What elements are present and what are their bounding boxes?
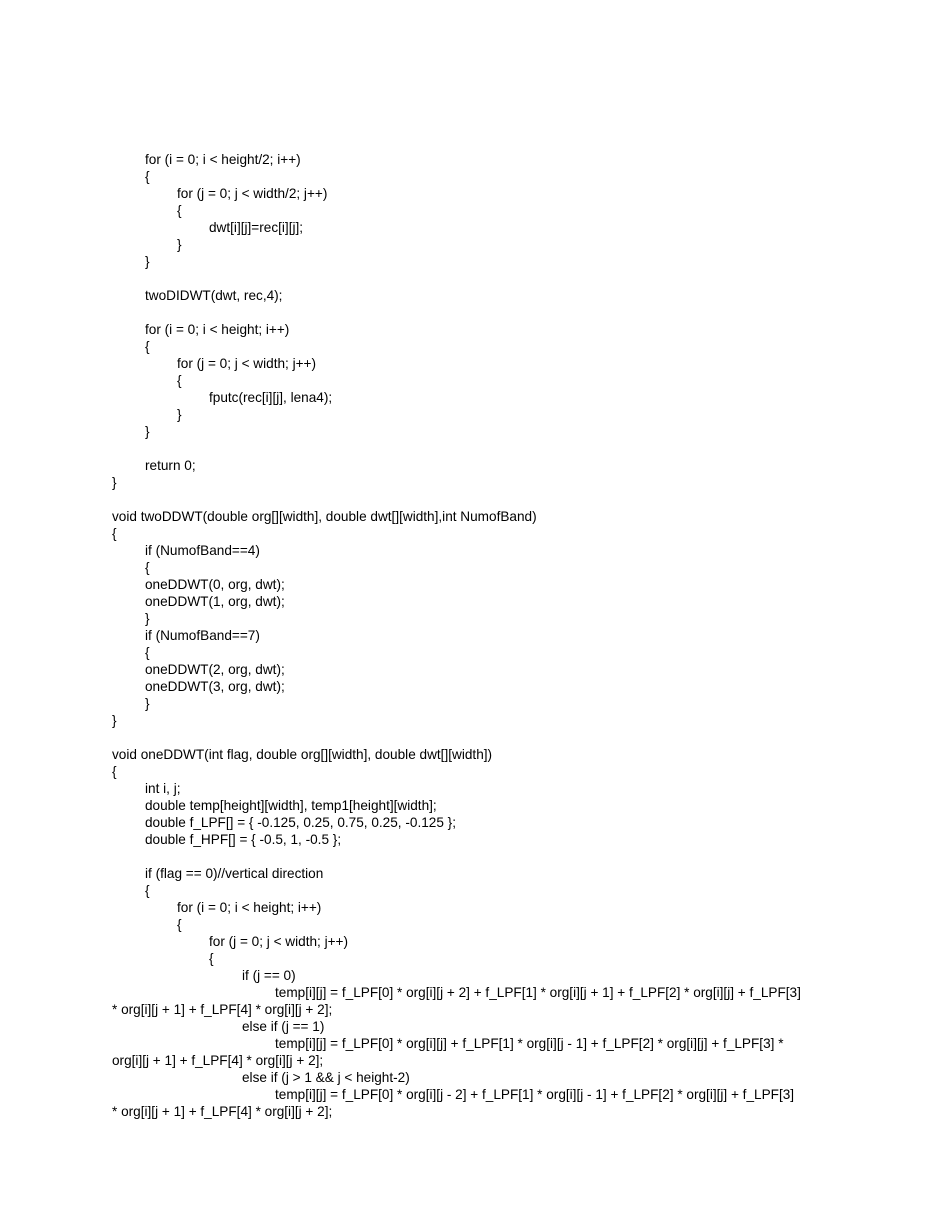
code-line: org[i][j + 1] + f_LPF[4] * org[i][j + 2]; bbox=[112, 1053, 324, 1068]
code-line: } bbox=[177, 407, 182, 422]
code-line: { bbox=[145, 645, 150, 660]
code-line: for (j = 0; j < width; j++) bbox=[209, 934, 349, 949]
code-line: { bbox=[112, 526, 117, 541]
code-line: if (flag == 0)//vertical direction bbox=[145, 866, 324, 881]
code-line: for (i = 0; i < height; i++) bbox=[145, 322, 290, 337]
code-line: for (i = 0; i < height/2; i++) bbox=[145, 152, 301, 167]
code-line: fputc(rec[i][j], lena4); bbox=[209, 390, 333, 405]
code-line: { bbox=[145, 339, 150, 354]
code-line: int i, j; bbox=[145, 781, 181, 796]
code-line: { bbox=[177, 203, 182, 218]
code-line: } bbox=[145, 611, 150, 626]
code-line: } bbox=[177, 237, 182, 252]
code-line: { bbox=[177, 373, 182, 388]
code-line: return 0; bbox=[145, 458, 196, 473]
code-line: { bbox=[145, 560, 150, 575]
code-line: twoDIDWT(dwt, rec,4); bbox=[145, 288, 283, 303]
code-line: else if (j == 1) bbox=[242, 1019, 325, 1034]
code-line: { bbox=[209, 951, 214, 966]
code-line: for (j = 0; j < width; j++) bbox=[177, 356, 317, 371]
code-line: { bbox=[145, 169, 150, 184]
code-line bbox=[112, 270, 852, 287]
code-line: temp[i][j] = f_LPF[0] * org[i][j + 2] + f_LPF[1] * org[i][j + 1] + f_LPF[2] * org[i][j] + f_LPF[3] bbox=[275, 985, 801, 1000]
code-line bbox=[112, 440, 852, 457]
code-line: { bbox=[145, 883, 150, 898]
code-line: oneDDWT(1, org, dwt); bbox=[145, 594, 285, 609]
code-line: else if (j > 1 && j < height-2) bbox=[242, 1070, 410, 1085]
code-line: temp[i][j] = f_LPF[0] * org[i][j] + f_LPF[1] * org[i][j - 1] + f_LPF[2] * org[i][j] + f_LPF[3] * bbox=[275, 1036, 784, 1051]
code-line: if (NumofBand==4) bbox=[145, 543, 260, 558]
code-line: { bbox=[112, 764, 117, 779]
code-line: for (i = 0; i < height; i++) bbox=[177, 900, 322, 915]
code-line: if (NumofBand==7) bbox=[145, 628, 260, 643]
code-line: * org[i][j + 1] + f_LPF[4] * org[i][j + 2]; bbox=[112, 1002, 333, 1017]
code-line: } bbox=[145, 254, 150, 269]
code-line bbox=[112, 729, 852, 746]
code-line: temp[i][j] = f_LPF[0] * org[i][j - 2] + f_LPF[1] * org[i][j - 1] + f_LPF[2] * org[i][j] + f_LPF[3] bbox=[275, 1087, 795, 1102]
code-line: oneDDWT(0, org, dwt); bbox=[145, 577, 285, 592]
code-line bbox=[112, 304, 852, 321]
code-line: { bbox=[177, 917, 182, 932]
code-line: dwt[i][j]=rec[i][j]; bbox=[209, 220, 304, 235]
code-line: } bbox=[112, 475, 117, 490]
code-line: oneDDWT(2, org, dwt); bbox=[145, 662, 285, 677]
code-line: void oneDDWT(int flag, double org[][width], double dwt[][width]) bbox=[112, 747, 493, 762]
code-line: for (j = 0; j < width/2; j++) bbox=[177, 186, 328, 201]
code-line: double temp[height][width], temp1[height][width]; bbox=[145, 798, 437, 813]
code-line bbox=[112, 491, 852, 508]
code-line: if (j == 0) bbox=[242, 968, 296, 983]
code-line: double f_HPF[] = { -0.5, 1, -0.5 }; bbox=[145, 832, 342, 847]
code-line: } bbox=[145, 696, 150, 711]
code-line: double f_LPF[] = { -0.125, 0.25, 0.75, 0.25, -0.125 }; bbox=[145, 815, 456, 830]
code-line: oneDDWT(3, org, dwt); bbox=[145, 679, 285, 694]
code-line: } bbox=[112, 713, 117, 728]
code-line: void twoDDWT(double org[][width], double dwt[][width],int NumofBand) bbox=[112, 509, 537, 524]
code-listing bbox=[112, 151, 852, 1120]
code-line: * org[i][j + 1] + f_LPF[4] * org[i][j + 2]; bbox=[112, 1104, 333, 1119]
code-line bbox=[112, 848, 852, 865]
code-line: } bbox=[145, 424, 150, 439]
